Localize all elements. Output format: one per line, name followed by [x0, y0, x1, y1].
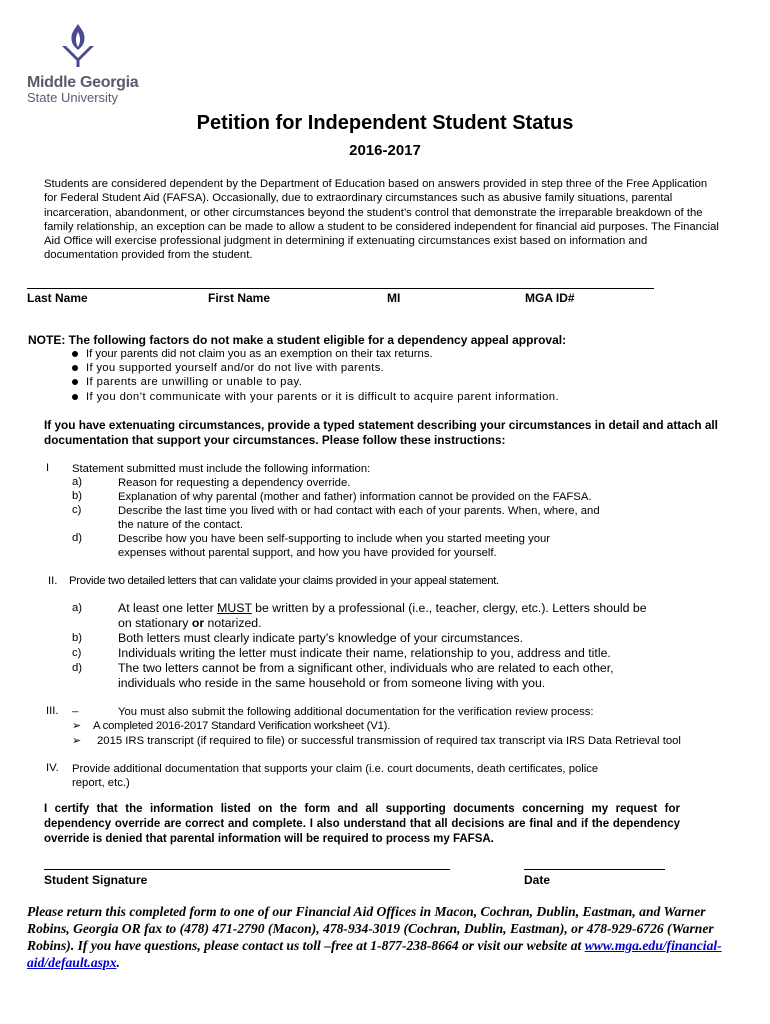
list-item: If you supported yourself and/or do not live with parents. [70, 361, 559, 375]
bullet-icon [72, 365, 78, 371]
list-item: If your parents did not claim you as an exemption on their tax returns. [70, 347, 559, 361]
section-3-text: You must also submit the following additional documentation for the verification review process: [118, 706, 594, 718]
section-1-item-d: Describe how you have been self-supporting to include when you started meeting your expenses without parental support, and how you have provided for yourself. [118, 533, 551, 560]
name-fields-line[interactable] [27, 288, 654, 289]
section-3-numeral: III. [46, 705, 59, 717]
section-2-item-d: The two letters cannot be from a significant other, individuals who are related to each other, individuals who reside in the same household or from someone living with you. [118, 661, 614, 690]
section-2-item-c: Individuals writing the letter must indicate their name, relationship to you, address and title. [118, 646, 611, 660]
arrow-bullet-icon: ➢ [72, 720, 82, 732]
section-2-item-a: At least one letter MUST be written by a professional (i.e., teacher, clergy, etc.). Letters should be on stationary or notarized. [118, 601, 647, 630]
section-2-numeral: II. [48, 575, 58, 587]
section-2-item-a-letter: a) [72, 602, 83, 614]
section-1-item-b-letter: b) [72, 490, 83, 502]
section-3-mark: _ [72, 701, 79, 713]
intro-paragraph: Students are considered dependent by the Department of Education based on answers provided in step three of the Free Application for Federal Student Aid (FAFSA). Occasionally, due to extraordinary circumstances such as abusive family situations, parental incarceration, abandonment, or other circumstances beyond the student’s control that demonstrate the irreparable breakdown of the family relationship, an exception can be made to allow a student to be considered independent for financial aid purposes. The Financial Aid Office will exercise professional judgment in determining if extenuating circumstances exist based on information and documentation provided from the student. [44, 178, 719, 262]
note-bullet-list [70, 347, 559, 404]
arrow-bullet-icon: ➢ [72, 735, 82, 747]
date-label: Date [524, 873, 551, 887]
website-link[interactable]: www.mga.edu/financial-aid/default.aspx [27, 938, 722, 970]
university-logo-icon [58, 22, 98, 68]
section-4-numeral: IV. [46, 762, 59, 774]
section-4-text: Provide additional documentation that supports your claim (i.e. court documents, death certificates, police report, etc.) [72, 763, 599, 790]
section-3-item-1: A completed 2016-2017 Standard Verification worksheet (V1). [93, 720, 391, 732]
section-1-item-d-letter: d) [72, 532, 83, 544]
bullet-icon [72, 394, 78, 400]
logo-text-line2: State University [27, 90, 119, 105]
list-item: If parents are unwilling or unable to pay. [70, 375, 559, 389]
section-2-item-b-letter: b) [72, 632, 83, 644]
page-title: Petition for Independent Student Status [196, 112, 574, 134]
last-name-label: Last Name [27, 291, 88, 305]
award-year: 2016-2017 [349, 142, 421, 159]
bullet-icon [72, 379, 78, 385]
student-signature-label: Student Signature [44, 873, 148, 887]
section-2-text: Provide two detailed letters that can validate your claims provided in your appeal statement. [69, 575, 499, 587]
section-2-item-d-letter: d) [72, 662, 83, 674]
first-name-label: First Name [208, 291, 271, 305]
section-2-item-b: Both letters must clearly indicate party’s knowledge of your circumstances. [118, 631, 524, 645]
mga-id-label: MGA ID# [525, 291, 575, 305]
mi-label: MI [387, 291, 401, 305]
student-signature-line[interactable] [44, 869, 450, 870]
section-1-item-b: Explanation of why parental (mother and father) information cannot be provided on the FAFSA. [118, 491, 592, 503]
section-3-item-2: 2015 IRS transcript (if required to file) or successful transmission of required tax transcript via IRS Data Retrieval tool [97, 735, 681, 747]
section-1-item-c: Describe the last time you lived with or had contact with each of your parents. When, where, and the nature of the contact. [118, 505, 600, 532]
logo-text-line1: Middle Georgia [27, 74, 139, 91]
section-1-numeral: I [46, 462, 50, 474]
certification-statement: I certify that the information listed on the form and all supporting documents concerning my request for dependency override are correct and complete. I also understand that all decisions are final and if the dependency override is denied that parental information will be required to process my FAFSA. [44, 803, 680, 845]
section-1-item-a: Reason for requesting a dependency override. [118, 477, 351, 489]
section-1-text: Statement submitted must include the following information: [72, 463, 371, 475]
section-2-item-c-letter: c) [72, 647, 82, 659]
section-1-item-a-letter: a) [72, 476, 83, 488]
return-instructions: Please return this completed form to one of our Financial Aid Offices in Macon, Cochran, Dublin, Eastman, and Warner Robins, Georgia OR fax to (478) 471-2790 (Macon), 478-934-3019 (Cochran, Dublin, Eastman), or 478-929-6726 (Warner Robins). If you have questions, please contact us toll –free at 1-877-238-8664 or visit our website at www.mga.edu/financial-aid/default.aspx. [27, 904, 722, 970]
date-line[interactable] [524, 869, 665, 870]
list-item: If you don’t communicate with your parents or it is difficult to acquire parent information. [70, 390, 559, 404]
bullet-icon [72, 351, 78, 357]
section-1-item-c-letter: c) [72, 504, 82, 516]
extenuating-instructions: If you have extenuating circumstances, provide a typed statement describing your circumstances in detail and attach all documentation that support your circumstances. Please follow these instructions: [44, 418, 718, 447]
note-heading: NOTE: The following factors do not make a student eligible for a dependency appeal approval: [28, 333, 567, 347]
